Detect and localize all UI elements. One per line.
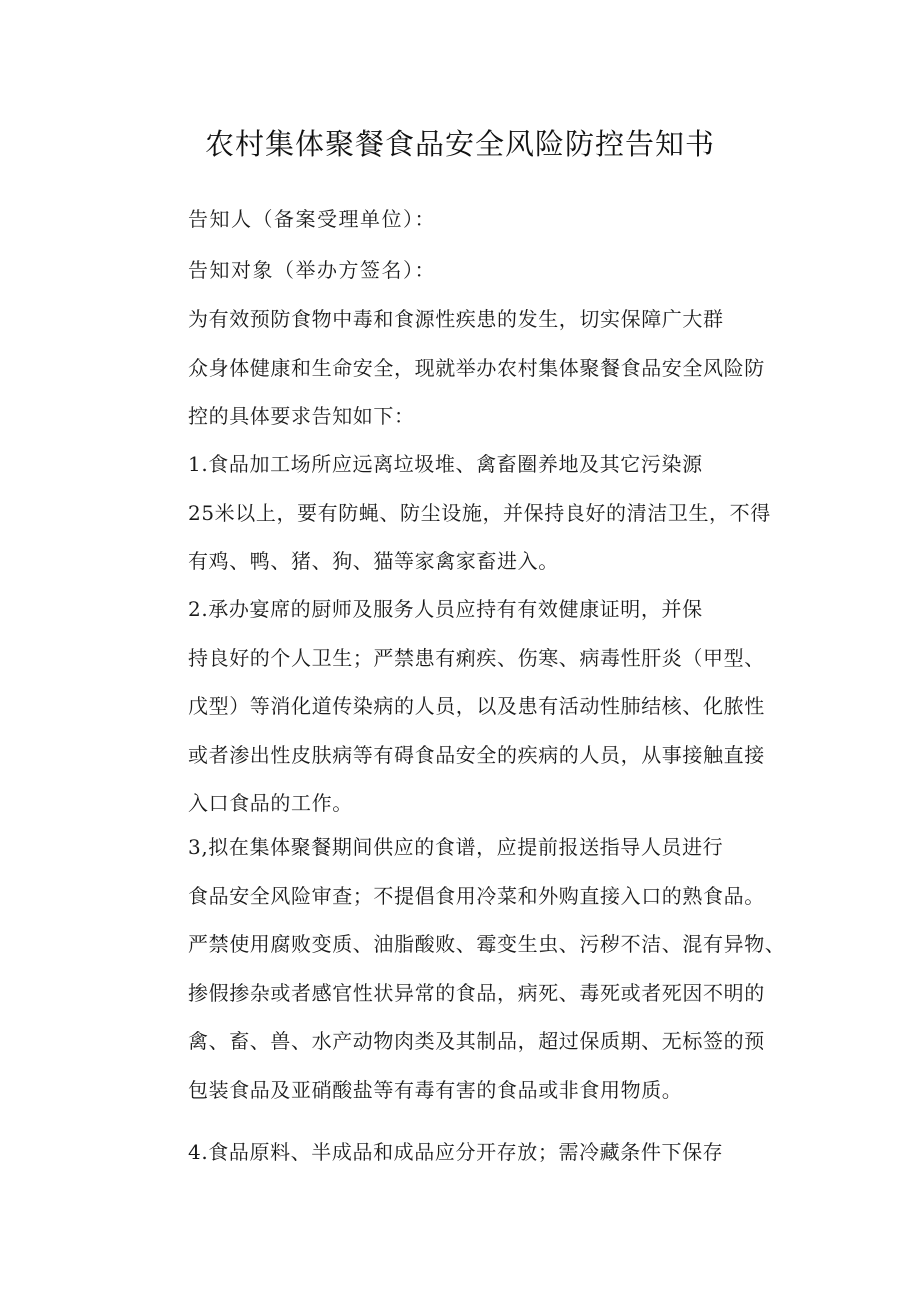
item-1-paragraph (140, 440, 782, 586)
paragraph-line: 戊型）等消化道传染病的人员，以及患有活动性肺结核、化脓性 (188, 694, 765, 718)
paragraph-line: 持良好的个人卫生；严禁患有痢疾、伤寒、病毒性肝炎（甲型、 (188, 645, 765, 670)
paragraph-line: 食品安全风险审查；不提倡食用冷菜和外购直接入口的熟食品。 (188, 883, 765, 908)
paragraph-line: 3,拟在集体聚餐期间供应的食谱，应提前报送指导人员进行 (188, 835, 724, 859)
item-2-paragraph (140, 585, 782, 828)
paragraph-line: 严禁使用腐败变质、油脂酸败、霉变生虫、污秽不洁、混有异物、 (188, 932, 786, 956)
paragraph-line: 包装食品及亚硝酸盐等有毒有害的食品或非食用物质。 (188, 1077, 683, 1102)
paragraph-line: 掺假掺杂或者感官性状异常的食品，病死、毒死或者死因不明的 (188, 980, 765, 1005)
paragraph-line: 4.食品原料、半成品和成品应分开存放；需冷藏条件下保存 (188, 1140, 724, 1164)
item-3-paragraph (140, 823, 786, 1114)
target-label: 告知对象（举办方签名）： (188, 258, 436, 282)
paragraph-line: 或者渗出性皮肤病等有碍食品安全的疾病的人员，从事接触直接 (188, 742, 765, 767)
paragraph-line: 25米以上，要有防蝇、防尘设施，并保持良好的清洁卫生，不得 (188, 500, 771, 525)
item-4-paragraph (140, 1128, 782, 1177)
document-title: 农村集体聚餐食品安全风险防控告知书 (204, 127, 715, 161)
paragraph-line: 众身体健康和生命安全，现就举办农村集体聚餐食品安全风险防 (188, 355, 765, 380)
paragraph-line: 有鸡、鸭、猪、狗、猫等家禽家畜进入。 (188, 549, 559, 573)
paragraph-line: 2.承办宴席的厨师及服务人员应持有有效健康证明，并保 (188, 597, 703, 621)
paragraph-line: 1.食品加工场所应远离垃圾堆、禽畜圈养地及其它污染源 (188, 452, 703, 476)
paragraph-line: 为有效预防食物中毒和食源性疾患的发生，切实保障广大群 (188, 307, 724, 331)
paragraph-line: 入口食品的工作。 (188, 791, 353, 815)
intro-paragraph (140, 295, 782, 441)
paragraph-line: 控的具体要求告知如下： (188, 404, 415, 428)
notifier-label: 告知人（备案受理单位）： (188, 207, 436, 231)
paragraph-line: 禽、畜、兽、水产动物肉类及其制品，超过保质期、无标签的预 (188, 1029, 765, 1053)
